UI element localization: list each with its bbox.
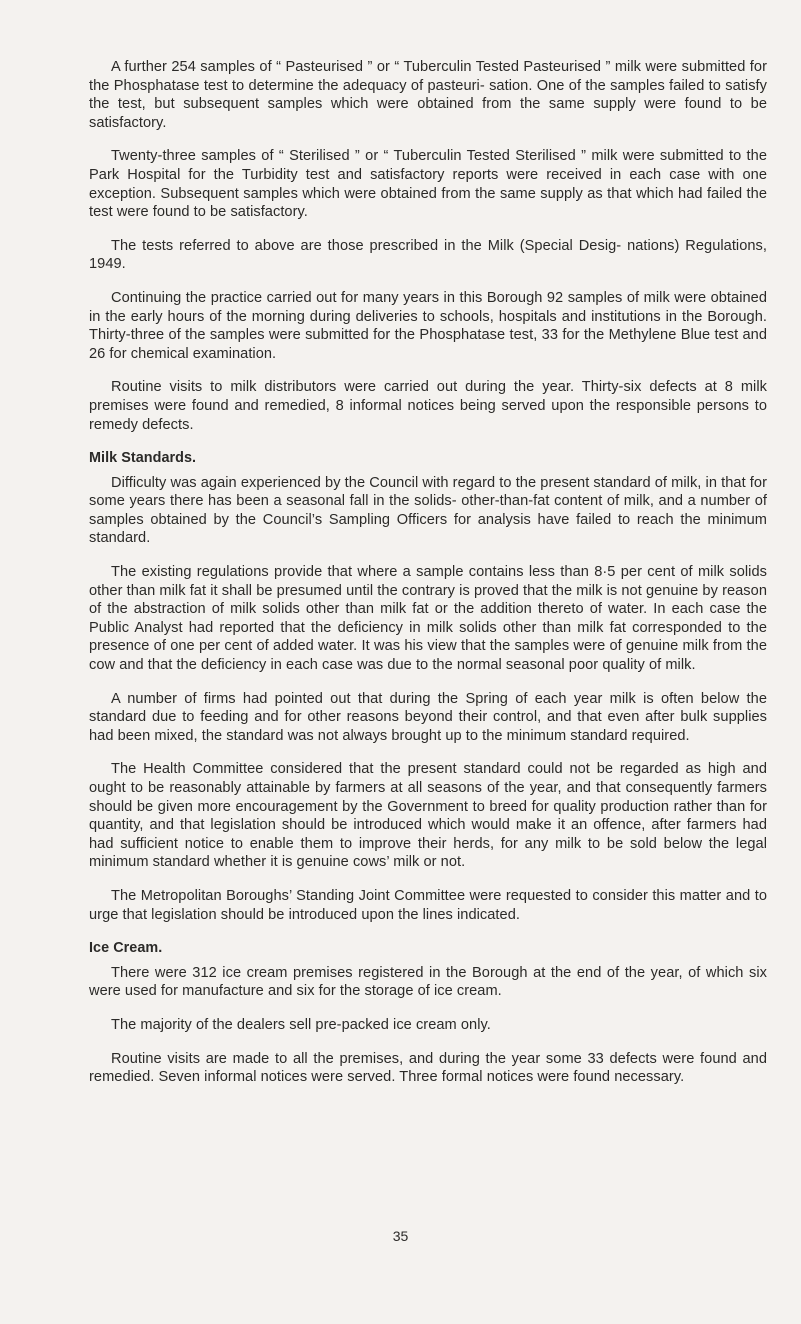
paragraph-milk-standards-health-committee: The Health Committee considered that the present standard could not be regarded as high and ought to be reasonably attainable by farmers at all seasons of the year, and that consequently farmers should be given more encouragement by the Government to breed for quality production rather than for quantity, and that legislation should be introduced which would make it an offence, after farmers had had sufficient notice to enable them to improve their herds, for any milk to be sold below the legal minimum standard whether it is genuine cows’ milk or not. — [89, 761, 767, 871]
paragraph-routine-visits-distributors: Routine visits to milk distributors were carried out during the year. Thirty-six defects at 8 milk premises were found and remedied, 8 informal notices being served upon the responsible persons to remedy defects. — [89, 379, 767, 433]
paragraph-milk-standards-firms: A number of firms had pointed out that during the Spring of each year milk is often below the standard due to feeding and for other reasons beyond their control, and that even after bulk supplies had been mixed, the standard was not always brought up to the minimum standard required. — [89, 690, 767, 744]
heading-ice-cream: Ice Cream. — [89, 940, 163, 957]
paragraph-milk-standards-regulations: The existing regulations provide that where a sample contains less than 8·5 per cent of milk solids other than milk fat it shall be presumed until the contrary is proved that the milk is not genuine by reason of the abstraction of milk solids other than milk fat or the addition thereto of water. In each case the Public Analyst had reported that the deficiency in milk solids other than milk fat corresponded to the presence of one per cent of added water. It was his view that the samples were of genuine milk from the cow and that the deficiency in each case was due to the normal seasonal poor quality of milk. — [89, 564, 767, 674]
paragraph-pasteurised-samples: A further 254 samples of “ Pasteurised ” or “ Tuberculin Tested Pasteurised ” milk were submitted for the Phosphatase test to determine the adequacy of pasteuri- sation. One of the samples failed to satisfy the test, but subsequent samples which were obtained from the same supply were found to be satisfactory. — [89, 59, 767, 131]
paragraph-early-morning-samples: Continuing the practice carried out for many years in this Borough 92 samples of milk were obtained in the early hours of the morning during deliveries to schools, hospitals and institutions in the Borough. Thirty-three of the samples were submitted for the Phosphatase test, 33 for the Methylene Blue test and 26 for chemical examination. — [89, 289, 767, 362]
heading-milk-standards: Milk Standards. — [89, 450, 197, 467]
paragraph-milk-standards-joint-committee: The Metropolitan Boroughs’ Standing Joint Committee were requested to consider this matter and to urge that legislation should be introduced upon the lines indicated. — [89, 887, 767, 923]
paragraph-ice-cream-dealers: The majority of the dealers sell pre-packed ice cream only. — [111, 1016, 491, 1033]
paragraph-milk-standards-difficulty: Difficulty was again experienced by the Council with regard to the present standard of milk, in that for some years there has been a seasonal fall in the solids- other-than-fat content of milk, and a number of samples obtained by the Council’s Sampling Officers for analysis have failed to reach the minimum standard. — [89, 474, 767, 547]
paragraph-regulations: The tests referred to above are those prescribed in the Milk (Special Desig- nations) Regulations, 1949. — [89, 237, 767, 273]
paragraph-ice-cream-premises: There were 312 ice cream premises registered in the Borough at the end of the year, of which six were used for manufacture and six for the storage of ice cream. — [89, 964, 767, 1000]
paragraph-sterilised-samples: Twenty-three samples of “ Sterilised ” or “ Tuberculin Tested Sterilised ” milk were submitted to the Park Hospital for the Turbidity test and satisfactory reports were received in each case with one exception. Subsequent samples which were obtained from the same supply as that which had failed the test were found to be satisfactory. — [89, 148, 767, 221]
document-body — [89, 58, 767, 1102]
page-number: 35 — [392, 1228, 409, 1244]
paragraph-ice-cream-routine-visits: Routine visits are made to all the premises, and during the year some 33 defects were found and remedied. Seven informal notices were served. Three formal notices were found necessary. — [89, 1050, 767, 1086]
